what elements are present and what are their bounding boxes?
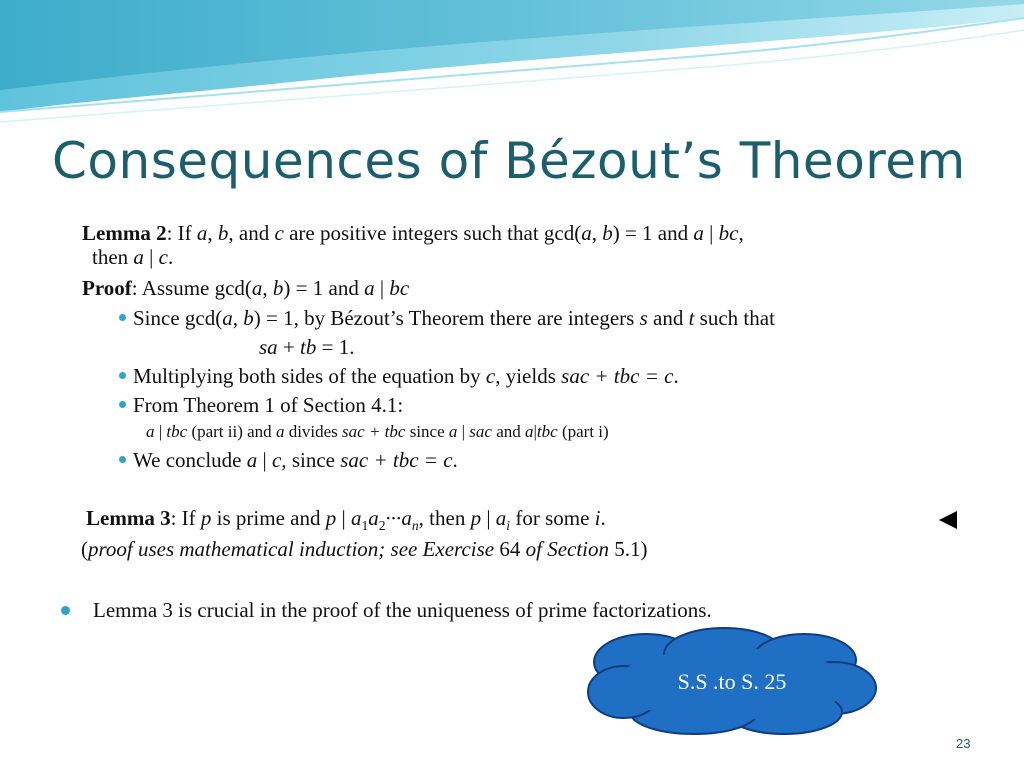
var-a: a [222, 306, 233, 330]
page-number: 23 [956, 736, 971, 751]
step-text: | [533, 422, 537, 441]
term-sac: sac [469, 422, 492, 441]
var-a: a [525, 422, 534, 441]
lemma3-text: | [481, 506, 496, 530]
var-s: s [639, 306, 648, 330]
var-a: a [401, 506, 412, 530]
bullet-icon [119, 314, 126, 321]
step-text: | [154, 422, 167, 441]
var-a: a [133, 245, 144, 269]
step-text: (part i) [557, 422, 609, 441]
lemma3-text: : If [170, 506, 201, 530]
term-sum: sac + tbc [342, 422, 406, 441]
var-i: i [594, 506, 601, 530]
proof-text: , [262, 276, 273, 300]
var-c: c [158, 245, 168, 269]
lemma2-text: then [92, 245, 134, 269]
var-b: b [272, 276, 284, 300]
proof-step-1 [133, 306, 775, 331]
var-p: p [325, 506, 337, 530]
term-tb: tb [300, 335, 317, 359]
step-text: and [647, 306, 689, 330]
ellipsis: ∙∙∙ [385, 506, 402, 530]
lemma2-text: | [143, 245, 159, 269]
var-c: c, [271, 448, 287, 472]
var-a: a [364, 276, 375, 300]
lemma3-label: Lemma 3 [86, 506, 171, 530]
note-text: ( [81, 537, 88, 561]
cloud-callout-label: S.S .to S. 25 [677, 669, 787, 694]
step-text: and [491, 422, 526, 441]
step-text: since [286, 448, 341, 472]
var-c: c [274, 221, 284, 245]
bullet-icon [119, 401, 126, 408]
step-text: We conclude [133, 448, 247, 472]
step-text: = 1. [316, 335, 355, 359]
step-text: since [405, 422, 449, 441]
var-a: a [196, 221, 208, 245]
var-a: a [693, 221, 704, 245]
var-c: c [485, 364, 496, 388]
subscript: n [411, 518, 419, 534]
lemma2-text: , [207, 221, 218, 245]
var-a: a [448, 422, 458, 441]
lemma2-text: | [703, 221, 719, 245]
var-b: b [602, 221, 613, 245]
step-text: + [277, 335, 301, 359]
step-text: such that [694, 306, 775, 330]
step-text: . [452, 448, 458, 472]
var-a: a [146, 422, 155, 441]
lemma2-text: , [738, 221, 744, 245]
subscript: i [506, 518, 511, 534]
section-number: 5.1 [614, 537, 641, 561]
step-text: , yields [495, 364, 562, 388]
equation: sac + tbc = c [561, 364, 674, 388]
proof-text: ) = 1 and [283, 276, 365, 300]
var-t: t [688, 306, 695, 330]
var-a: a [495, 506, 507, 530]
term-tbc: tbc [166, 422, 188, 441]
step-text: Since gcd( [133, 306, 223, 330]
note-text: of Section [520, 537, 615, 561]
lemma3-text: , then [418, 506, 471, 530]
uniqueness-remark: Lemma 3 is crucial in the proof of the uniqueness of prime factorizations. [93, 598, 712, 622]
lemma2-text: , [591, 221, 603, 245]
var-bc: bc [718, 221, 739, 245]
step-text: ) = 1, by Bézout’s Theorem there are integers [253, 306, 640, 330]
equation: sac + tbc = c [340, 448, 453, 472]
bezout-equation [259, 335, 354, 360]
proof-text: | [374, 276, 390, 300]
var-a: a [251, 276, 263, 300]
var-a: a [350, 506, 362, 530]
var-b: b [217, 221, 229, 245]
lemma2-text: . [167, 245, 174, 269]
lemma2-conclusion [92, 245, 173, 270]
lemma2-text: are positive integers such that gcd( [283, 221, 582, 245]
proof-step-3-detail [146, 422, 609, 442]
step-text: | [457, 422, 470, 441]
proof-step-4 [133, 448, 458, 473]
lemma3-text: . [600, 506, 606, 530]
step-text: . [673, 364, 679, 388]
lemma2-text: , and [228, 221, 275, 245]
step-text: divides [284, 422, 343, 441]
bullet-icon [61, 606, 70, 615]
var-b: b [243, 306, 254, 330]
step-text: Multiplying both sides of the equation by [133, 364, 486, 388]
note-text: ) [640, 537, 648, 561]
lemma2-text: : If [166, 221, 197, 245]
var-a: a [246, 448, 258, 472]
proof-text: : Assume gcd( [131, 276, 252, 300]
lemma3-text: for some [510, 506, 595, 530]
var-a: a [275, 422, 285, 441]
lemma3-text: | [336, 506, 351, 530]
cloud-callout[interactable] [584, 626, 880, 738]
var-p: p [200, 506, 212, 530]
lemma3-statement [86, 506, 606, 534]
lemma3-proof-note [81, 537, 648, 562]
step-text: (part ii) and [187, 422, 276, 441]
subscript: 1 [361, 518, 369, 534]
lemma2-label: Lemma 2 [82, 221, 167, 245]
note-text: proof uses mathematical induction; see Exercise [88, 537, 500, 561]
lemma3-text: is prime and [211, 506, 326, 530]
var-p: p [470, 506, 482, 530]
step-text: , [232, 306, 244, 330]
proof-step-3: From Theorem 1 of Section 4.1: [133, 393, 404, 417]
slide-title: Consequences of Bézout’s Theorem [52, 132, 966, 190]
step-text: | [257, 448, 272, 472]
lemma2-text: ) = 1 and [612, 221, 694, 245]
proof-label: Proof [82, 276, 132, 300]
var-a: a [581, 221, 592, 245]
bullet-icon [119, 456, 126, 463]
proof-line [82, 276, 409, 301]
subscript: 2 [378, 518, 386, 534]
term-tbc: tbc [536, 422, 558, 441]
term-sa: sa [259, 335, 278, 359]
lemma2-statement [82, 221, 744, 246]
var-a: a [368, 506, 379, 530]
previous-arrow-icon[interactable] [937, 509, 959, 531]
header-swoosh-decoration [0, 0, 1024, 130]
proof-step-2 [133, 364, 679, 389]
var-bc: bc [389, 276, 410, 300]
bullet-icon [119, 372, 126, 379]
exercise-number: 64 [499, 537, 521, 561]
